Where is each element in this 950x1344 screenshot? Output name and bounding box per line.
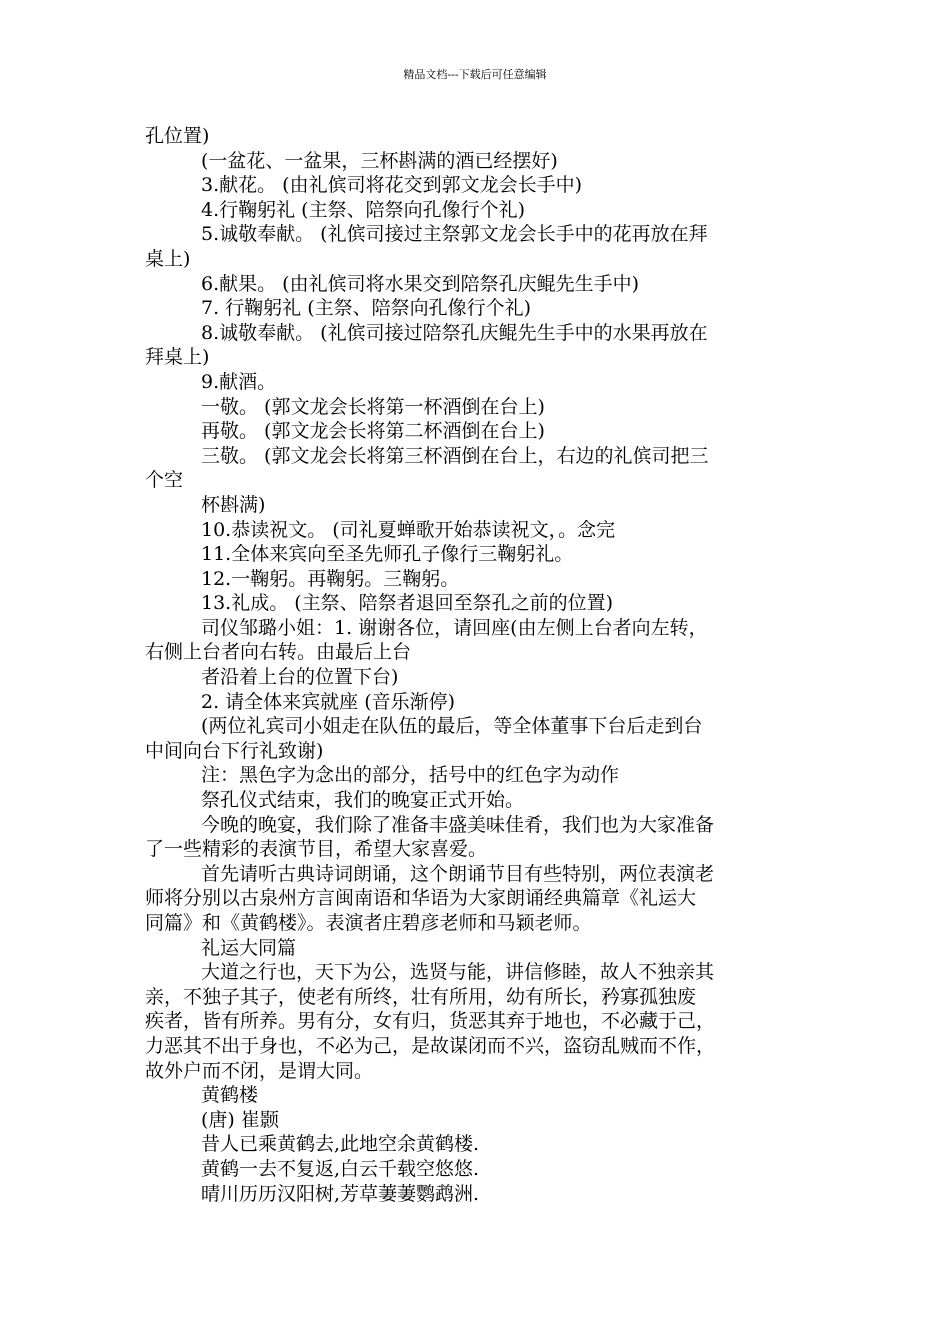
text-line: 首先请听古典诗词朗诵，这个朗诵节目有些特别，两位表演老 bbox=[201, 862, 715, 885]
text-line: 者沿着上台的位置下台) bbox=[201, 666, 399, 689]
page-header: 精品文档---下载后可任意编辑 bbox=[403, 68, 547, 81]
text-line: 孔位置) bbox=[145, 125, 210, 147]
text-line: 晴川历历汉阳树,芳草萋萋鹦鹉洲. bbox=[201, 1182, 480, 1205]
text-line: 同篇》和《黄鹤楼》。表演者庄碧彦老师和马颖老师。 bbox=[145, 912, 592, 934]
text-line: 今晚的晚宴，我们除了准备丰盛美味佳肴，我们也为大家准备 bbox=[201, 813, 715, 836]
text-line: 12.一鞠躬。再鞠躬。三鞠躬。 bbox=[201, 567, 460, 590]
text-line: (两位礼宾司小姐走在队伍的最后，等全体董事下台后走到台 bbox=[201, 715, 703, 738]
text-line: 司仪邹璐小姐：1. 谢谢各位，请回座(由左侧上台者向左转， bbox=[201, 616, 708, 639]
text-line: 5.诚敬奉献。 (礼傧司接过主祭郭文龙会长手中的花再放在拜 bbox=[201, 223, 708, 246]
text-line: 师将分别以古泉州方言闽南语和华语为大家朗诵经典篇章《礼运大 bbox=[145, 887, 697, 910]
text-line: (唐) 崔颢 bbox=[201, 1108, 279, 1131]
text-line: 6.献果。 (由礼傧司将水果交到陪祭孔庆鲲先生手中) bbox=[201, 272, 639, 295]
text-line: 亲，不独子其子，使老有所终，壮有所用，幼有所长，矜寡孤独废 bbox=[145, 985, 697, 1008]
text-line: 4.行鞠躬礼 (主祭、陪祭向孔像行个礼) bbox=[201, 198, 525, 221]
text-line: 注：黑色字为念出的部分，括号中的红色字为动作 bbox=[201, 764, 620, 787]
text-line: 11.全体来宾向至圣先师孔子像行三鞠躬礼。 bbox=[201, 543, 574, 566]
text-line: 大道之行也，天下为公，选贤与能，讲信修睦，故人不独亲其 bbox=[201, 961, 715, 984]
text-line: 昔人已乘黄鹤去,此地空余黄鹤楼. bbox=[201, 1133, 480, 1156]
text-line: 礼运大同篇 bbox=[201, 936, 297, 959]
text-line: 疾者，皆有所养。男有分，女有归，货恶其弃于地也，不必藏于己， bbox=[145, 1010, 716, 1033]
text-line: 一敬。 (郭文龙会长将第一杯酒倒在台上) bbox=[201, 395, 545, 418]
text-line: 个空 bbox=[145, 469, 184, 492]
text-line: 力恶其不出于身也，不必为己，是故谋闭而不兴，盗窃乱贼而不作， bbox=[145, 1034, 716, 1057]
text-line: 8.诚敬奉献。 (礼傧司接过陪祭孔庆鲲先生手中的水果再放在 bbox=[201, 321, 708, 344]
text-line: 10.恭读祝文。 (司礼夏蝉歌开始恭读祝文，。念完 bbox=[201, 518, 616, 541]
text-line: 13.礼成。 (主祭、陪祭者退回至祭孔之前的位置) bbox=[201, 592, 614, 615]
text-line: 了一些精彩的表演节目，希望大家喜爱。 bbox=[145, 838, 488, 861]
text-line: 3.献花。 (由礼傧司将花交到郭文龙会长手中) bbox=[201, 174, 582, 197]
text-line: 7. 行鞠躬礼 (主祭、陪祭向孔像行个礼) bbox=[201, 297, 532, 320]
text-line: 黄鹤楼 bbox=[201, 1084, 259, 1107]
text-line: 桌上) bbox=[145, 247, 191, 270]
text-line: 故外户而不闭，是谓大同。 bbox=[145, 1059, 374, 1082]
text-line: (一盆花、一盆果，三杯斟满的酒已经摆好) bbox=[201, 149, 558, 172]
text-line: 拜桌上) bbox=[145, 346, 210, 369]
text-line: 三敬。 (郭文龙会长将第三杯酒倒在台上，右边的礼傧司把三 bbox=[201, 444, 709, 467]
text-line: 2. 请全体来宾就座 (音乐渐停) bbox=[201, 690, 456, 713]
text-line: 黄鹤一去不复返,白云千载空悠悠. bbox=[201, 1157, 480, 1180]
text-line: 中间向台下行礼致谢) bbox=[145, 739, 324, 762]
text-line: 右侧上台者向右转。由最后上台 bbox=[145, 641, 412, 664]
text-line: 9.献酒。 bbox=[201, 370, 277, 393]
document-body bbox=[145, 124, 810, 1206]
text-line: 杯斟满) bbox=[201, 493, 266, 516]
text-line: 再敬。 (郭文龙会长将第二杯酒倒在台上) bbox=[201, 420, 545, 443]
text-line: 祭孔仪式结束，我们的晚宴正式开始。 bbox=[201, 789, 525, 812]
